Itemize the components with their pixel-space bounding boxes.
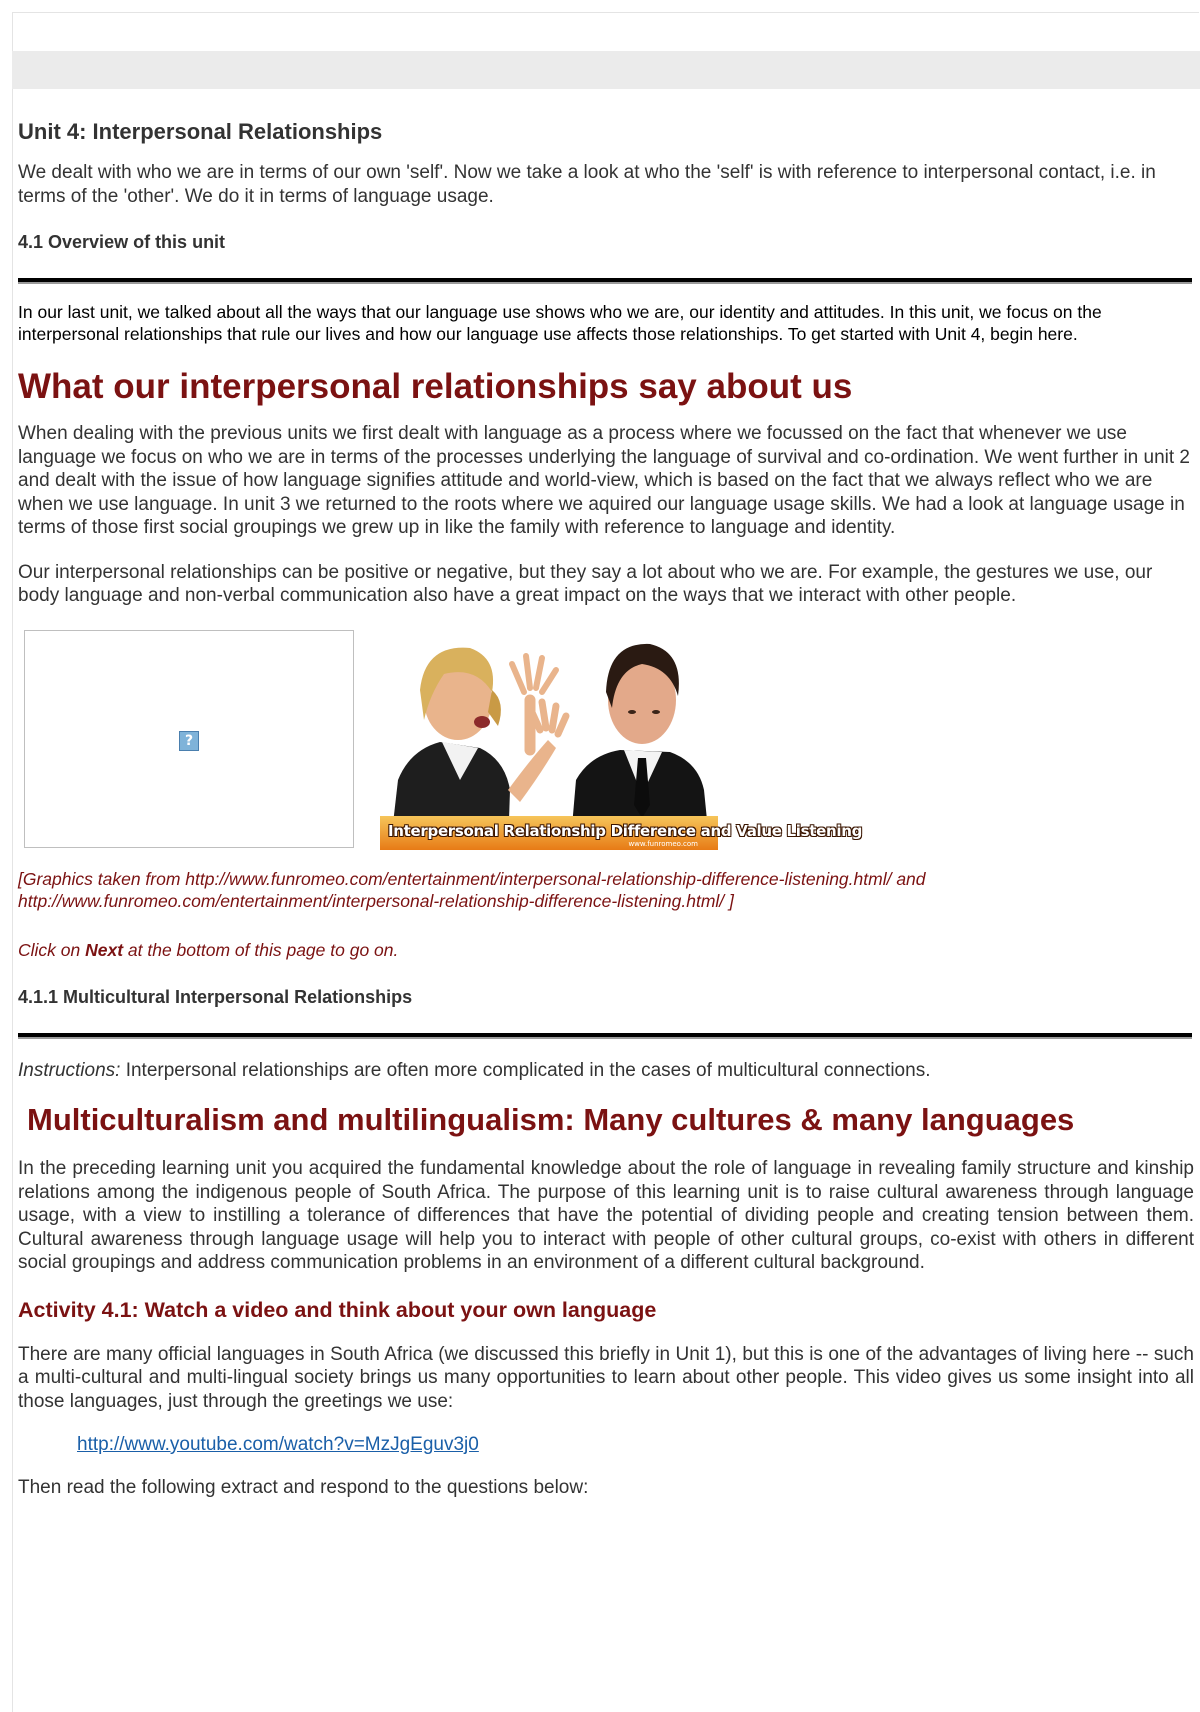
unit-title: Unit 4: Interpersonal Relationships — [18, 119, 383, 144]
video-link-line — [18, 1433, 1194, 1456]
top-bar — [12, 51, 1200, 89]
next-instruction — [18, 939, 1194, 961]
photo-watermark-url: www.funromeo.com — [628, 839, 698, 848]
overview-text: In our last unit, we talked about all the ways that our language use shows who we are, our identity and attitudes. In this unit, we focus on the interpersonal relationships that rule our lives and how our language use affects those relationships. To get started with Unit 4, begin here. — [18, 302, 1102, 344]
multicultural-heading: 4.1.1 Multicultural Interpersonal Relationships — [18, 986, 413, 1007]
broken-image-icon: ? — [179, 731, 199, 751]
interpersonal-photo — [380, 630, 863, 850]
section-paragraph-1: When dealing with the previous units we first dealt with language as a process where we focussed on the fact that whenever we use language we focus on who we are in terms of the processes underlying the language of survival and co-ordination. We went further in unit 2 and dealt with the issue of how language signifies attitude and world-view, which is based on the fact that we always reflect who we are when we use language. In unit 3 we returned to the roots where we aquired our language usage skills. We had a look at language usage in terms of those first social groupings we grew up in like the family with reference to language and identity. — [18, 423, 1190, 538]
figure-row — [18, 630, 1194, 860]
section-paragraph-2: Our interpersonal relationships can be positive or negative, but they say a lot about who we are. For example, the gestures we use, our body language and non-verbal communication also have a great impact on the ways that we interact with other people. — [18, 561, 1153, 606]
divider-rule — [18, 278, 1192, 284]
activity-heading: Activity 4.1: Watch a video and think about your own language — [18, 1297, 657, 1322]
instructions-label: Instructions: — [18, 1059, 121, 1081]
divider-rule-2 — [18, 1033, 1192, 1039]
instructions-text — [18, 1059, 1194, 1083]
next-instruction-before: Click on — [18, 939, 86, 960]
section-heading-relationships: What our interpersonal relationships say about us — [18, 367, 853, 406]
photo-caption-banner — [380, 816, 863, 850]
next-instruction-bold: Next — [85, 939, 124, 960]
overview-heading: 4.1 Overview of this unit — [18, 232, 226, 252]
multiculturalism-heading: Multiculturalism and multilingualism: Many cultures & many languages — [27, 1102, 1075, 1137]
video-link[interactable]: http://www.youtube.com/watch?v=MzJgEguv3j0 — [77, 1434, 479, 1455]
followup-text: Then read the following extract and respond to the questions below: — [18, 1477, 589, 1498]
main-content — [18, 119, 1194, 1500]
multiculturalism-paragraph: In the preceding learning unit you acquired the fundamental knowledge about the role of language in revealing family structure and kinship relations among the indigenous people of South Africa. The purpose of this learning unit is to raise cultural awareness through language usage, with a view to instilling a tolerance of differences that have the potential of dividing people and creating tension between them. Cultural awareness through language usage will help you to interact with people of other cultural groups, co-exist with others in different social groupings and address communication problems in an environment of a different cultural background. — [18, 1158, 1194, 1273]
broken-image-placeholder — [24, 630, 354, 848]
unit-intro: We dealt with who we are in terms of our own 'self'. Now we take a look at who the 'self' is with reference to interpersonal contact, i.e. in terms of the 'other'. We do it in terms of language usage. — [18, 162, 1156, 207]
photo-caption-text: Interpersonal Relationship Difference and Value Listening — [388, 821, 863, 840]
instructions-body: Interpersonal relationships are often more complicated in the cases of multicultural connections. — [120, 1059, 931, 1081]
activity-paragraph: There are many official languages in South Africa (we discussed this briefly in Unit 1), but this is one of the advantages of living here -- such a multi-cultural and multi-lingual society brings us many opportunities to learn about other people. This video gives us some insight into all those languages, just through the greetings we use: — [18, 1343, 1194, 1412]
graphics-credit: [Graphics taken from http://www.funromeo.com/entertainment/interpersonal-relationship-difference-listening.html/ and http://www.funromeo.com/entertainment/interpersonal-relationship-difference-listening.html/ ] — [18, 868, 926, 911]
next-instruction-after: at the bottom of this page to go on. — [123, 939, 399, 960]
